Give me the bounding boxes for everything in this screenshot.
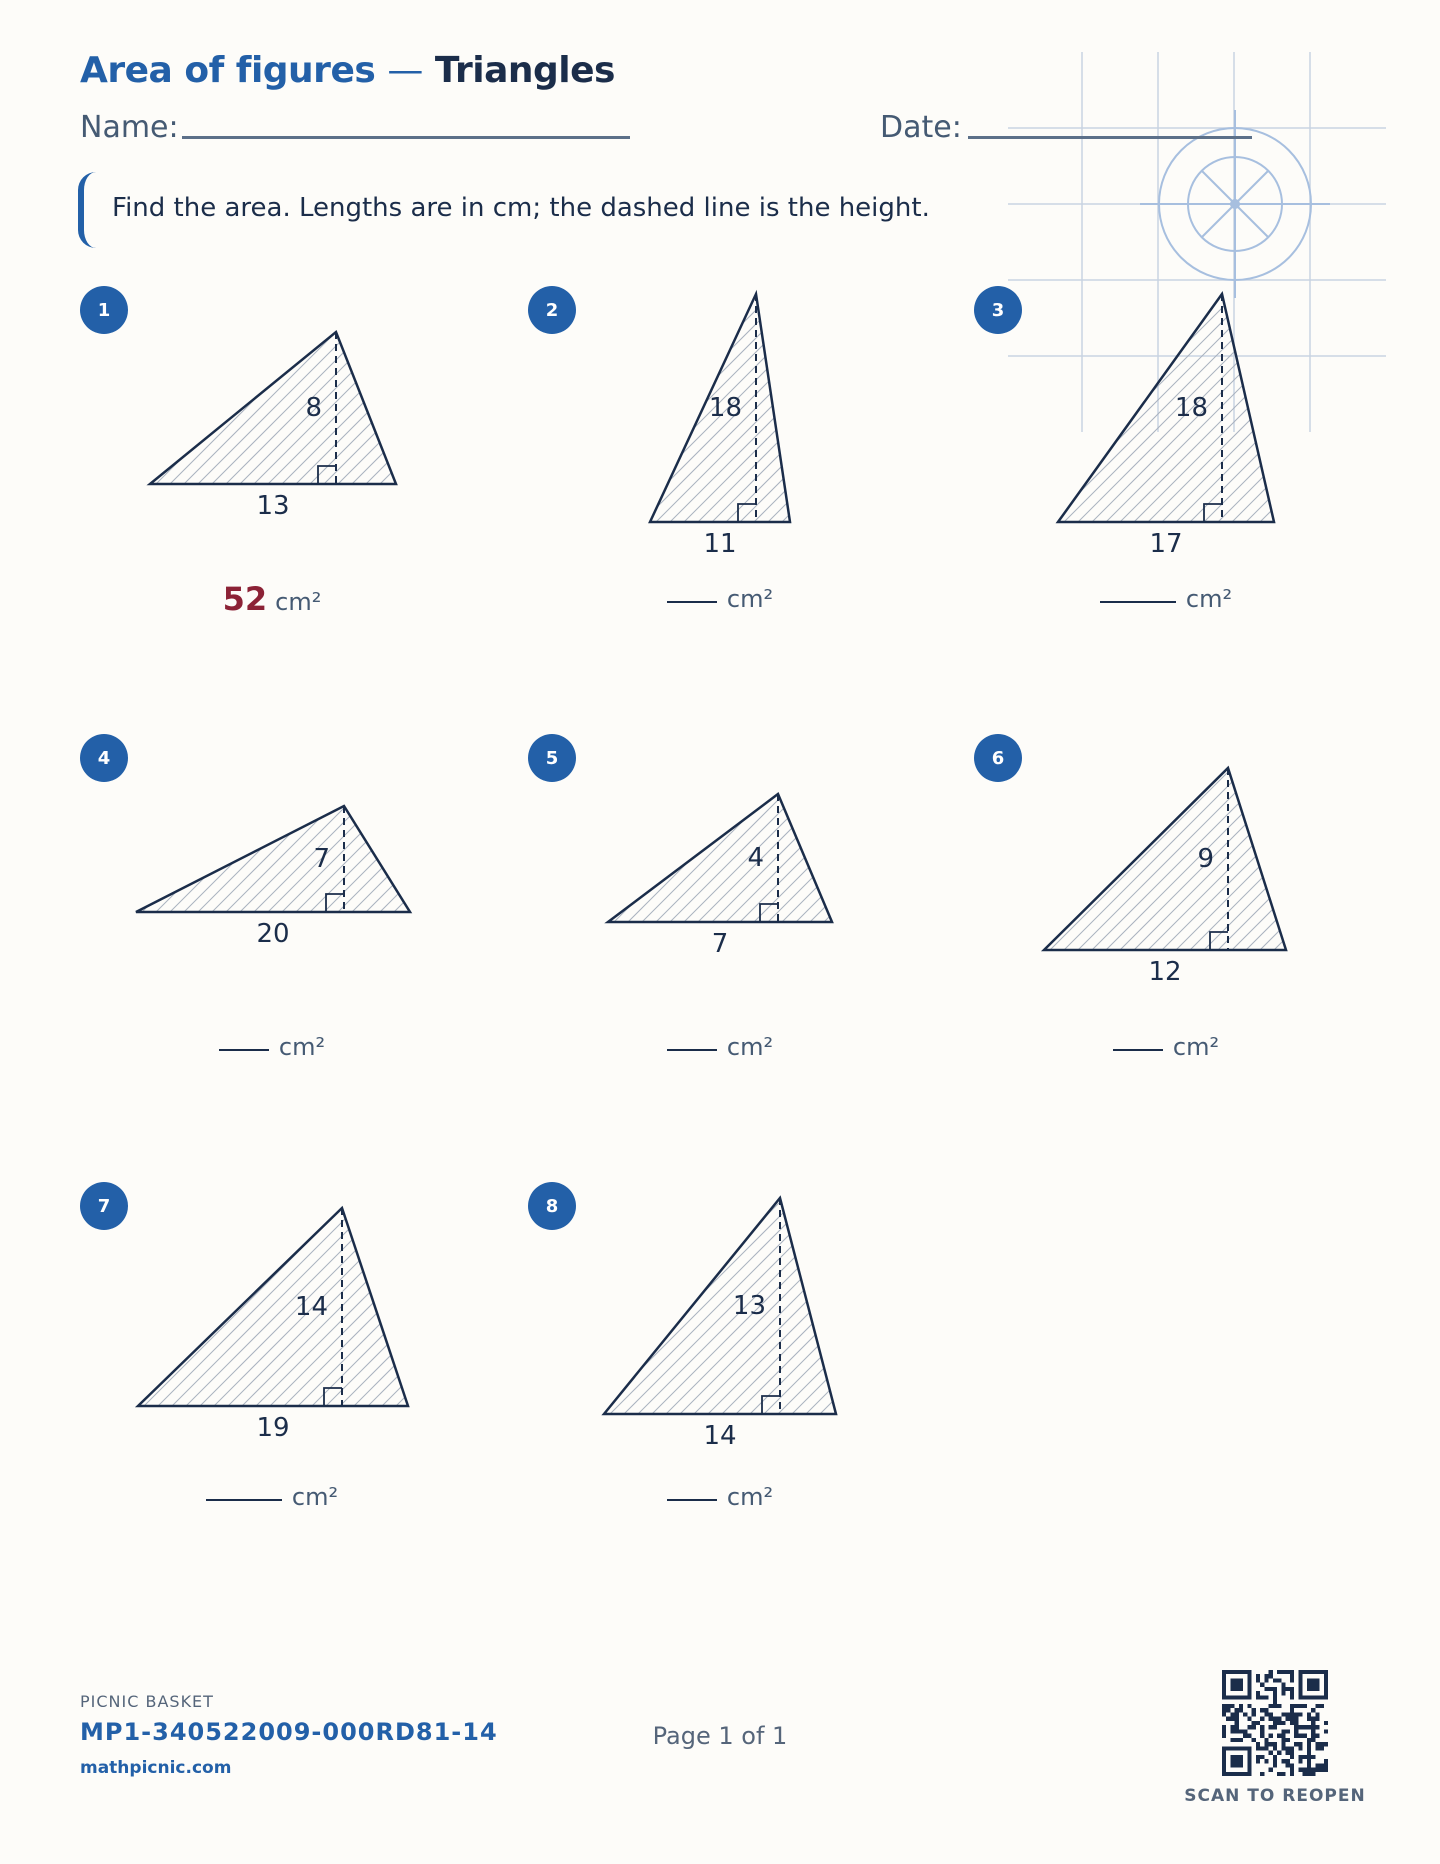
base-label: 11 [703, 529, 737, 559]
footer-site-link[interactable]: mathpicnic.com [80, 1758, 232, 1778]
height-label: 8 [305, 393, 322, 423]
triangle-outline [604, 1198, 836, 1414]
problem-8-answer[interactable] [570, 1483, 870, 1511]
height-label: 14 [294, 1292, 328, 1322]
page-number: Page 1 of 1 [652, 1722, 788, 1750]
problem-4-badge: 4 [80, 734, 128, 782]
problem-6-badge: 6 [974, 734, 1022, 782]
base-label: 12 [1148, 957, 1182, 987]
answer-value: 52 [222, 580, 268, 618]
base-label: 17 [1149, 529, 1183, 559]
base-label: 13 [256, 491, 290, 521]
problem-7-badge: 7 [80, 1182, 128, 1230]
title-separator: — [387, 50, 423, 91]
base-label: 19 [256, 1413, 290, 1443]
problem-8-badge: 8 [528, 1182, 576, 1230]
base-label: 7 [711, 929, 729, 959]
base-label: 20 [256, 919, 290, 949]
problem-5-badge: 5 [528, 734, 576, 782]
height-label: 4 [747, 843, 764, 873]
height-label: 18 [1174, 393, 1208, 423]
height-label: 18 [708, 393, 742, 423]
name-label: Name: [80, 110, 179, 145]
qr-code-icon[interactable] [1222, 1670, 1328, 1776]
footer-brand: PICNIC BASKET [80, 1692, 214, 1711]
answer-unit: cm² [1185, 585, 1233, 613]
answer-unit: cm² [278, 1033, 326, 1061]
base-label: 14 [703, 1421, 737, 1451]
answer-unit: cm² [726, 1483, 774, 1511]
answer-unit: cm² [291, 1483, 339, 1511]
title-sub: Triangles [434, 50, 615, 91]
problem-3-badge: 3 [974, 286, 1022, 334]
footer-code: MP1-340522009-000RD81-14 [80, 1718, 498, 1746]
answer-blank [667, 1499, 717, 1501]
title-main: Area of figures [80, 50, 376, 91]
height-label: 13 [732, 1291, 766, 1321]
answer-unit: cm² [1172, 1033, 1220, 1061]
height-label: 7 [313, 844, 330, 874]
answer-unit: cm² [726, 1033, 774, 1061]
hatch-fill [204, 1114, 1302, 1414]
height-label: 9 [1197, 844, 1214, 874]
problem-2-badge: 2 [528, 286, 576, 334]
answer-unit: cm² [275, 588, 322, 616]
date-label: Date: [880, 110, 962, 145]
problem-1-badge: 1 [80, 286, 128, 334]
qr-caption: SCAN TO REOPEN [1184, 1786, 1366, 1806]
instructions: Find the area. Lengths are in cm; the dashed line is the height. [112, 193, 930, 223]
answer-unit: cm² [726, 585, 774, 613]
